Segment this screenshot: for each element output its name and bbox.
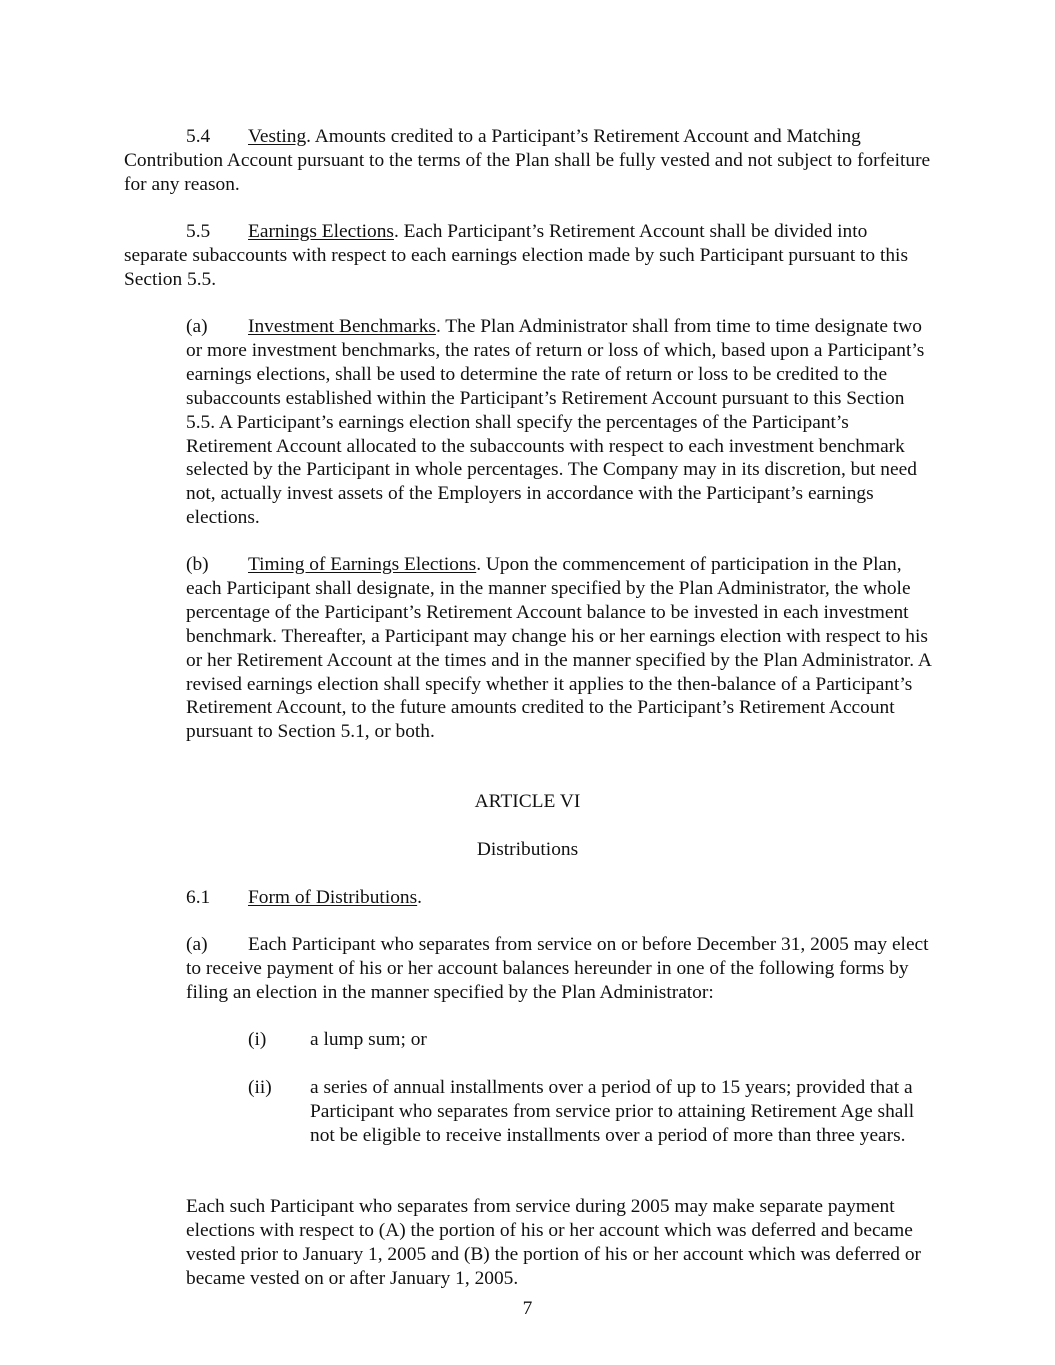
section-6-1	[186, 886, 932, 910]
section-text: . Amounts credited to a Participant’s Retirement Account and Matching Contribution Account pursuant to the terms of the Plan shall be fully vested and not subject to forfeiture for any reason.	[124, 126, 931, 195]
subsection-heading: Investment Benchmarks	[248, 316, 436, 337]
subsection-text: . Upon the commencement of participation in the Plan, each Participant shall designate, in the manner specified by the Plan Administrator, the whole percentage of the Participant’s Retirement Account balance to be invested in each investment benchmark. Thereafter, a Participant may change his or her earnings election with respect to his or her Retirement Account at the times and in the manner specified by the Plan Administrator. A revised earnings election shall specify whether it applies to the then-balance of a Participant’s Retirement Account, to the future amounts credited to the Participant’s Retirement Account pursuant to Section 5.1, or both.	[186, 554, 931, 743]
section-5-4	[124, 125, 932, 197]
subsection-label: (a)	[186, 316, 208, 337]
subsection-label: (b)	[186, 554, 209, 575]
section-heading: Form of Distributions	[248, 887, 418, 908]
subsection-text: Each Participant who separates from service on or before December 31, 2005 may elect to receive payment of his or her account balances hereunder in one of the following forms by filing an election in the manner specified by the Plan Administrator:	[186, 934, 929, 1003]
section-heading-period: .	[417, 887, 422, 908]
subsection-6-1-a	[186, 933, 932, 1005]
subsection-5-5-b	[186, 553, 932, 744]
section-text: . Each Participant’s Retirement Account shall be divided into separate subaccounts with respect to each earnings election made by such Participant pursuant to this Section 5.5.	[124, 221, 908, 290]
article-subtitle: Distributions	[476, 839, 579, 860]
list-item-label: (i)	[248, 1029, 267, 1050]
subsection-heading: Timing of Earnings Elections	[248, 554, 477, 575]
subsection-label: (a)	[186, 934, 208, 955]
subsection-5-5-a	[186, 315, 932, 530]
section-number: 5.4	[186, 126, 211, 147]
section-5-5	[124, 220, 932, 292]
section-number: 6.1	[186, 887, 211, 908]
section-heading: Vesting	[248, 126, 307, 147]
section-heading: Earnings Elections	[248, 221, 394, 242]
list-item-label: (ii)	[248, 1077, 272, 1098]
list-item-text: a series of annual installments over a period of up to 15 years; provided that a Participant who separates from service prior to attaining Retirement Age shall not be eligible to receive installments over a period of more than three years.	[310, 1077, 915, 1146]
subsection-text: . The Plan Administrator shall from time to time designate two or more investment benchmarks, the rates of return or loss of which, based upon a Participant’s earnings elections, shall be used to determine the rate of return or loss to be credited to the subaccounts established within the Participant’s Retirement Account pursuant to this Section 5.5. A Participant’s earnings election shall specify the percentages of the Participant’s Retirement Account allocated to the subaccounts with respect to each investment benchmark selected by the Participant in whole percentages. The Company may in its discretion, but need not, actually invest assets of the Employers in accordance with the Participant’s earnings elections.	[186, 316, 925, 529]
section-number: 5.5	[186, 221, 211, 242]
article-title: ARTICLE VI	[474, 791, 581, 812]
list-item-text: a lump sum; or	[310, 1029, 427, 1050]
closing-paragraph: Each such Participant who separates from service during 2005 may make separate payment elections with respect to (A) the portion of his or her account which was deferred and became vested prior to January 1, 2005 and (B) the portion of his or her account which was deferred or became vested on or after January 1, 2005.	[186, 1196, 922, 1289]
page-number: 7	[522, 1298, 533, 1319]
